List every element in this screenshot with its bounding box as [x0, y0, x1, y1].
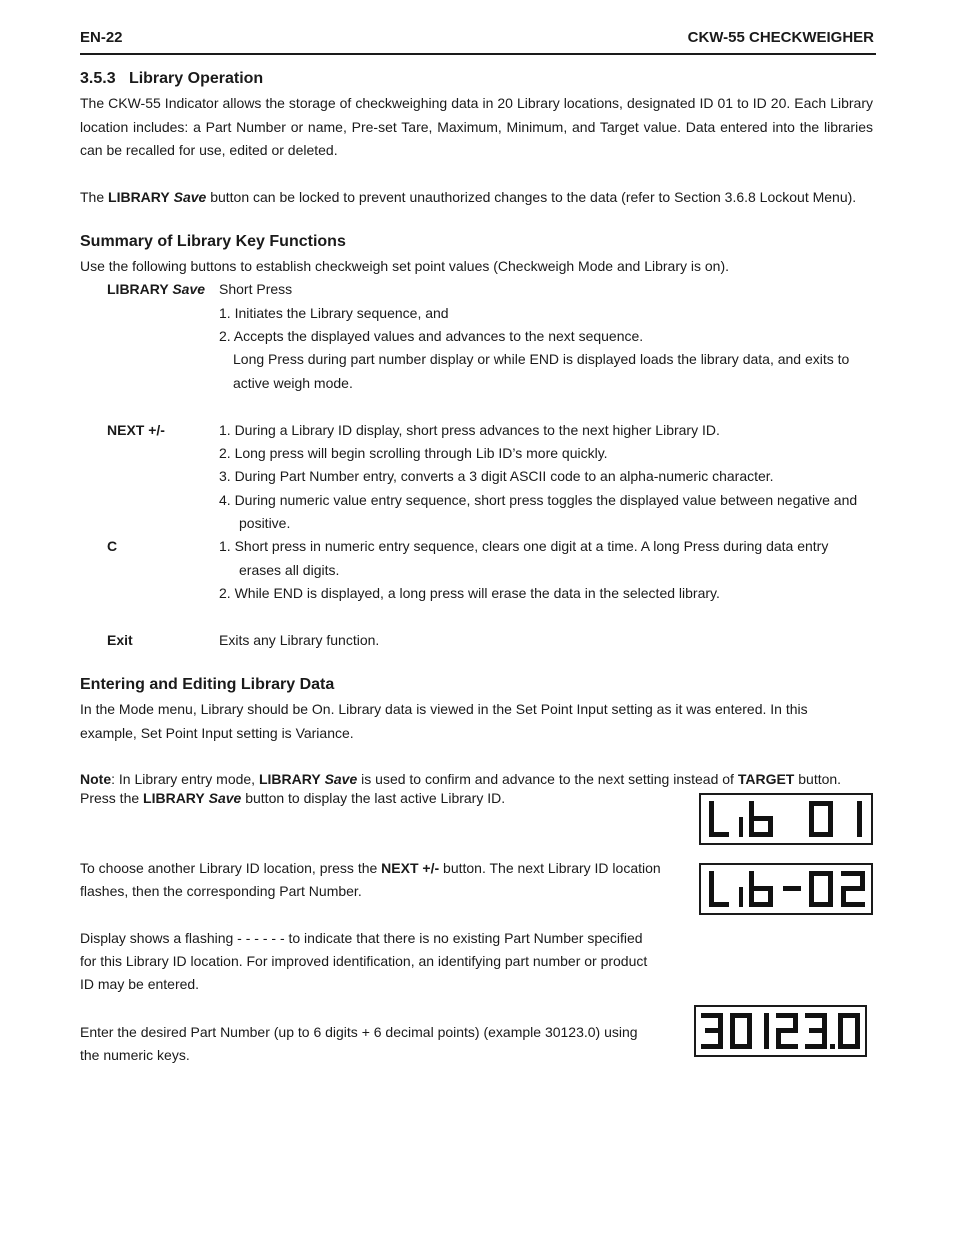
lcd-display-lib01 — [699, 793, 873, 845]
summary-intro: Use the following buttons to establish checkweigh set point values (Checkweigh Mode and Library is on). — [80, 258, 730, 274]
c-key: C — [107, 538, 118, 554]
header-rule — [80, 53, 876, 55]
choose-line-2: flashes, then the corresponding Part Number. — [80, 883, 362, 899]
display-line: Display shows a flashing - - - - - - to indicate that there is no existing Part Number specified — [80, 930, 643, 946]
display-line: ID may be entered. — [80, 976, 200, 992]
text: : In Library entry mode, — [111, 771, 259, 787]
next-key: NEXT +/- — [107, 422, 165, 438]
save-key-label: Save — [173, 189, 207, 205]
section-number: 3.5.3 — [80, 70, 116, 87]
c-line: erases all digits. — [239, 562, 340, 578]
summary-heading: Summary of Library Key Functions — [80, 233, 346, 250]
enter-line: the numeric keys. — [80, 1047, 190, 1063]
lcd-lib02-digits — [701, 865, 871, 913]
c-line: 1. Short press in numeric entry sequence, clears one digit at a time. A long Press during data entry — [219, 538, 829, 554]
library-key-label: LIBRARY — [143, 790, 205, 806]
next-line: 4. During numeric value entry sequence, short press toggles the displayed value between negative and — [219, 492, 858, 508]
next-line: 1. During a Library ID display, short press advances to the next higher Library ID. — [219, 422, 720, 438]
entering-heading: Entering and Editing Library Data — [80, 676, 335, 693]
text: The — [80, 189, 109, 205]
library-key-label: LIBRARY — [108, 189, 170, 205]
entering-paragraph: In the Mode menu, Library should be On. Library data is viewed in the Set Point Input setting as it was entered. In this example, Set Point Input setting is Variance. — [80, 701, 808, 741]
display-line: for this Library ID location. For improved identification, an identifying part number or product — [80, 953, 648, 969]
save-key-label: Save — [208, 790, 242, 806]
press-library-text — [80, 787, 505, 811]
lcd-display-part-number — [694, 1005, 867, 1057]
next-line: 2. Long press will begin scrolling through Lib ID’s more quickly. — [219, 445, 608, 461]
section-heading — [80, 70, 263, 88]
note-label: Note — [80, 771, 112, 787]
text: button to display the last active Library ID. — [241, 790, 506, 806]
next-line: positive. — [239, 515, 291, 531]
text: Press the — [80, 790, 144, 806]
c-line: 2. While END is displayed, a long press will erase the data in the selected library. — [219, 585, 720, 601]
document-title: CKW-55 CHECKWEIGHER — [687, 29, 874, 46]
library-line: 1. Initiates the Library sequence, and — [219, 305, 449, 321]
text: button. The next Library ID location — [439, 860, 661, 876]
key-label: LIBRARY — [107, 281, 169, 297]
lcd-display-lib02 — [699, 863, 873, 915]
text: button. — [794, 771, 842, 787]
lcd-part-digits — [696, 1007, 865, 1055]
section-title: Library Operation — [128, 70, 264, 87]
library-line: active weigh mode. — [233, 375, 353, 391]
target-key-label: TARGET — [737, 771, 795, 787]
enter-line: Enter the desired Part Number (up to 6 digits + 6 decimal points) (example 30123.0) using — [80, 1024, 638, 1040]
library-line: Short Press — [219, 281, 293, 297]
library-key-label: LIBRARY — [258, 771, 321, 787]
exit-text: Exits any Library function. — [219, 632, 380, 648]
intro-paragraph: The CKW-55 Indicator allows the storage of checkweighing data in 20 Library locations, designated ID 01 to ID 20. Each Library location includes: a Part Number or name, Pre-set Tare, Maximum, Minimum, and Target value. Data entered into the libraries can be recalled for use, edited or deleted. — [80, 95, 873, 158]
text: button can be locked to prevent unauthorized changes to the data (refer to Section 3.6.8 Lockout Menu). — [206, 189, 857, 205]
next-line: 3. During Part Number entry, converts a 3 digit ASCII code to an alpha-numeric character. — [219, 468, 774, 484]
lcd-lib01-digits — [701, 795, 871, 843]
page-number: EN-22 — [80, 29, 123, 46]
text: To choose another Library ID location, press the — [80, 860, 382, 876]
lock-paragraph — [80, 186, 873, 210]
choose-line-1 — [80, 857, 678, 881]
key-label-italic: Save — [172, 281, 206, 297]
text: is used to confirm and advance to the next setting instead of — [357, 771, 738, 787]
library-line: 2. Accepts the displayed values and advances to the next sequence. — [219, 328, 644, 344]
exit-key: Exit — [107, 632, 133, 648]
library-line: Long Press during part number display or while END is displayed loads the library data, and exits to — [233, 351, 850, 367]
next-key-label: NEXT +/- — [381, 860, 440, 876]
library-key — [107, 278, 205, 302]
save-key-label: Save — [324, 771, 358, 787]
